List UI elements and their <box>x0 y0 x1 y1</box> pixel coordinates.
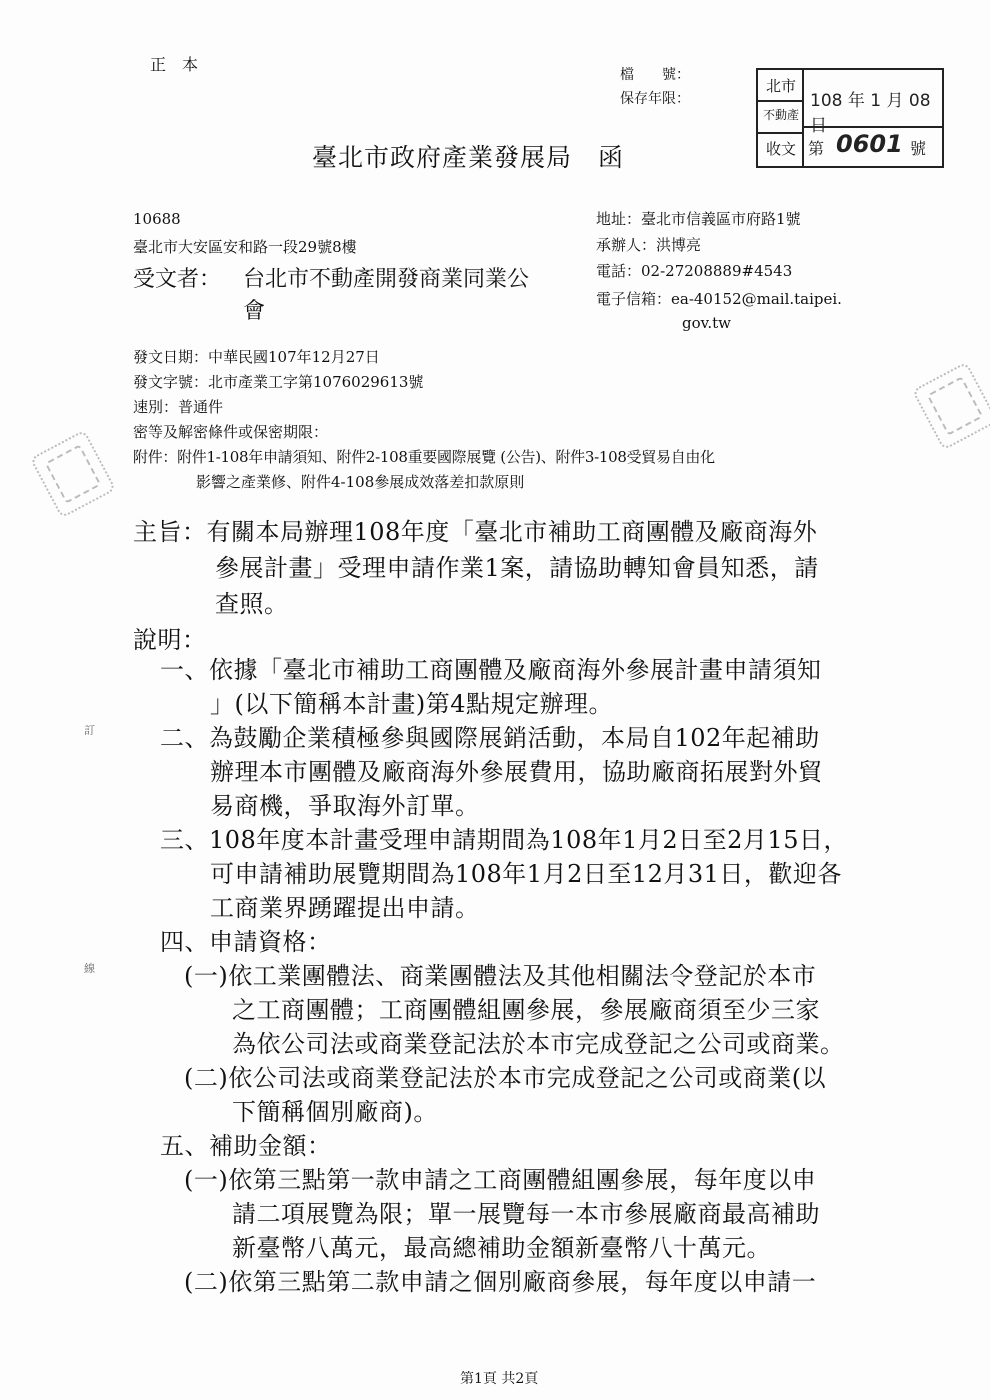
sender-phone: 電話：02-27208889#4543 <box>596 262 793 280</box>
recipient-name-line1: 台北市不動產開發商業同業公 <box>243 267 530 292</box>
body-line: 四、申請資格： <box>160 928 332 956</box>
postal-code: 10688 <box>133 210 181 228</box>
document-number: 發文字號：北市產業工字第1076029613號 <box>133 373 424 391</box>
body-line: 可申請補助展覽期間為108年1月2日至12月31日，歡迎各 <box>210 860 842 888</box>
sender-address: 地址：臺北市信義區市府路1號 <box>596 210 801 228</box>
stamp-date: 108 年 1 月 08 日 <box>810 91 931 136</box>
body-line: 為依公司法或商業登記法於本市完成登記之公司或商業。 <box>232 1030 845 1058</box>
file-number-label: 檔 號： <box>620 67 690 83</box>
binding-mark-top: 訂 <box>84 724 95 737</box>
stamp-number-prefix: 第 <box>808 139 825 158</box>
copy-type: 正 本 <box>150 55 199 74</box>
explanation-label: 說明： <box>133 626 207 654</box>
left-margin-seal <box>30 429 117 518</box>
subject-line2: 參展計畫」受理申請作業1案，請協助轉知會員知悉，請 <box>215 554 819 582</box>
body-line: (一)依工業團體法、商業團體法及其他相關法令登記於本市 <box>184 962 817 990</box>
body-line: 工商業界踴躍提出申請。 <box>210 894 480 922</box>
body-line: 」(以下簡稱本計畫)第4點規定辦理。 <box>210 690 613 718</box>
body-line: 易商機，爭取海外訂單。 <box>210 792 480 820</box>
letter-title: 臺北市政府產業發展局 函 <box>312 143 625 172</box>
body-line: 五、補助金額： <box>160 1132 332 1160</box>
sender-email-line2: gov.tw <box>682 314 731 332</box>
issue-date: 發文日期：中華民國107年12月27日 <box>133 348 380 366</box>
subject-line1: 主旨：有關本局辦理108年度「臺北市補助工商團體及廠商海外 <box>133 518 818 546</box>
speed-class: 速別：普通件 <box>133 398 224 416</box>
attachments-line2: 影響之產業修、附件4-108參展成效落差扣款原則 <box>196 473 525 491</box>
body-line: 請二項展覽為限；單一展覽每一本市參展廠商最高補助 <box>232 1200 820 1228</box>
recipient-address: 臺北市大安區安和路一段29號8樓 <box>133 238 357 256</box>
stamp-label-top: 北市 <box>765 77 796 95</box>
body-line: (一)依第三點第一款申請之工商團體組團參展，每年度以申 <box>184 1166 817 1194</box>
stamp-label-bottom: 收文 <box>765 140 796 158</box>
recipient-name-line2: 會 <box>243 299 266 324</box>
body-line: (二)依公司法或商業登記法於本市完成登記之公司或商業(以 <box>184 1064 827 1092</box>
stamp-number: 0601 <box>836 130 903 158</box>
body-line: 二、為鼓勵企業積極參與國際展銷活動，本局自102年起補助 <box>160 724 820 752</box>
retention-label: 保存年限： <box>620 91 690 107</box>
sender-email-line1: 電子信箱：ea-40152@mail.taipei. <box>596 290 842 308</box>
subject-line3: 查照。 <box>215 590 289 618</box>
body-line: 下簡稱個別廠商)。 <box>232 1098 438 1126</box>
body-line: 一、依據「臺北市補助工商團體及廠商海外參展計畫申請須知 <box>160 656 822 684</box>
secrecy-level: 密等及解密條件或保密期限： <box>133 423 329 441</box>
body-line: (二)依第三點第二款申請之個別廠商參展，每年度以申請一 <box>184 1268 817 1296</box>
stamp-number-suffix: 號 <box>910 139 927 158</box>
binding-mark-bottom: 線 <box>84 962 95 975</box>
body-line: 三、108年度本計畫受理申請期間為108年1月2日至2月15日， <box>160 826 848 854</box>
page-footer: 第1頁 共2頁 <box>460 1371 539 1387</box>
receipt-stamp <box>756 68 944 168</box>
body-line: 之工商團體；工商團體組團參展，參展廠商須至少三家 <box>232 996 820 1024</box>
sender-officer: 承辦人：洪博亮 <box>596 236 702 254</box>
recipient-label: 受文者： <box>133 267 222 292</box>
attachments-line1: 附件：附件1-108年申請須知、附件2-108重要國際展覽 (公告)、附件3-108受貿易自由化 <box>133 448 715 466</box>
right-margin-seal <box>912 361 990 450</box>
body-line: 新臺幣八萬元，最高總補助金額新臺幣八十萬元。 <box>232 1234 771 1262</box>
stamp-label-mid: 不動產 <box>762 108 799 122</box>
body-line: 辦理本市團體及廠商海外參展費用，協助廠商拓展對外貿 <box>210 758 823 786</box>
